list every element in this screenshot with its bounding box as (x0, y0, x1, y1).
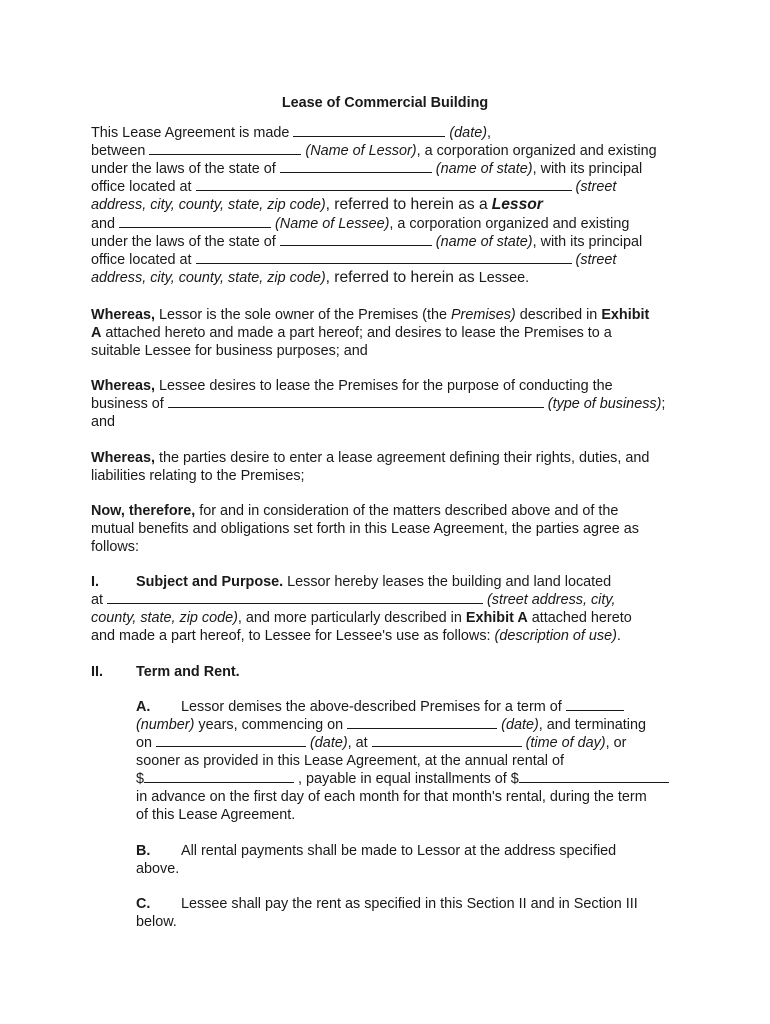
installment-blank[interactable] (519, 770, 669, 783)
premises-address-blank[interactable] (107, 591, 483, 604)
text: , payable in equal installments of $ (298, 771, 519, 787)
clause-a-line: of this Lease Agreement. (136, 807, 296, 823)
whereas-line (91, 324, 612, 342)
placeholder-label: county, state, zip code) (91, 610, 238, 626)
whereas-line (91, 377, 613, 395)
now-therefore-line: follows: (91, 539, 139, 555)
end-date-blank[interactable] (156, 734, 306, 747)
text: , and more particularly described in (237, 610, 462, 626)
defined-term: Premises) (450, 307, 516, 323)
clause-letter: A. (136, 699, 151, 715)
section-1-line (91, 573, 611, 591)
date-blank[interactable] (293, 124, 445, 137)
clause-letter: C. (136, 896, 151, 912)
whereas-line: and (91, 414, 116, 430)
text: office located at (91, 252, 192, 268)
text: , a corporation organized and existing (416, 143, 657, 159)
section-number: I. (91, 574, 99, 590)
text: , (486, 125, 491, 141)
whereas-line (91, 449, 649, 467)
whereas-line: liabilities relating to the Premises; (91, 468, 305, 484)
intro-line (91, 196, 543, 214)
clause-b-line: above. (136, 861, 180, 877)
text: , referred to herein as a (325, 196, 488, 213)
text: years, commencing on (198, 717, 344, 733)
text: described in (519, 307, 598, 323)
placeholder-label: (date) (501, 717, 539, 733)
text: Lessor hereby leases the building and land located (287, 574, 612, 590)
placeholder-label: address, city, county, state, zip code) (91, 270, 326, 286)
text: under the laws of the state of (91, 234, 276, 250)
intro-line (91, 160, 642, 178)
time-of-day-blank[interactable] (372, 734, 522, 747)
clause-a-line: in advance on the first day of each month for that month's rental, during the term (136, 789, 647, 805)
lessee-state-blank[interactable] (280, 233, 432, 246)
term-years-blank[interactable] (566, 698, 624, 711)
intro-line (91, 215, 629, 233)
section-1-line (91, 591, 616, 609)
text: , with its principal (532, 161, 643, 177)
text: office located at (91, 179, 192, 195)
exhibit-ref: A (91, 325, 102, 341)
text: at (91, 592, 104, 608)
lessor-name-blank[interactable] (149, 142, 301, 155)
text: Lessee desires to lease the Premises for the purpose of conducting the (159, 378, 613, 394)
text: All rental payments shall be made to Lessor at the address specified (181, 843, 617, 859)
text: and (91, 216, 116, 232)
intro-line (91, 142, 657, 160)
text: , a corporation organized and existing (389, 216, 630, 232)
placeholder-label: (name of state) (435, 234, 533, 250)
now-therefore-line: mutual benefits and obligations set forth in this Lease Agreement, the parties agree as (91, 521, 639, 537)
text: Lessor is the sole owner of the Premises (the (159, 307, 447, 323)
placeholder-label: (street (575, 252, 617, 268)
intro-line (91, 233, 642, 251)
document-title: Lease of Commercial Building (281, 95, 489, 111)
text: , referred to herein as (325, 269, 475, 286)
placeholder-label: (description of use) (494, 628, 617, 644)
lessor-address-blank[interactable] (196, 178, 572, 191)
whereas-line (91, 395, 665, 413)
section-2-line (91, 663, 240, 681)
text: Lessor demises the above-described Premises for a term of (181, 699, 562, 715)
clause-a-line (136, 734, 626, 752)
placeholder-label: (time of day) (525, 735, 606, 751)
now-therefore-line (91, 502, 618, 520)
party-term: Lessee. (478, 270, 530, 286)
whereas-line (91, 306, 649, 324)
placeholder-label: (street (575, 179, 617, 195)
text: , with its principal (532, 234, 643, 250)
clause-a-line: sooner as provided in this Lease Agreement, at the annual rental of (136, 753, 565, 769)
text: business of (91, 396, 164, 412)
text: . (616, 628, 621, 644)
clause-a-line (136, 716, 646, 734)
intro-line (91, 251, 616, 269)
text: on (136, 735, 153, 751)
whereas-heading: Whereas, (91, 378, 155, 394)
section-1-line (91, 627, 621, 645)
section-number: II. (91, 664, 103, 680)
clause-letter: B. (136, 843, 151, 859)
whereas-heading: Whereas, (91, 450, 155, 466)
section-heading: Term and Rent. (136, 664, 240, 680)
business-type-blank[interactable] (168, 395, 544, 408)
placeholder-label: (number) (136, 717, 195, 733)
text: between (91, 143, 146, 159)
placeholder-label: (type of business) (547, 396, 662, 412)
intro-line (91, 269, 529, 287)
text: for and in consideration of the matters described above and of the (199, 503, 619, 519)
intro-line (91, 124, 491, 142)
start-date-blank[interactable] (347, 716, 497, 729)
clause-c-line (136, 895, 638, 913)
whereas-heading: Whereas, (91, 307, 155, 323)
text: the parties desire to enter a lease agreement defining their rights, duties, and (159, 450, 650, 466)
text: , and terminating (538, 717, 646, 733)
text: ; (661, 396, 666, 412)
placeholder-label: (street address, city, (487, 592, 616, 608)
placeholder-label: (date) (449, 125, 487, 141)
text: This Lease Agreement is made (91, 125, 290, 141)
whereas-line: suitable Lessee for business purposes; and (91, 343, 368, 359)
text: under the laws of the state of (91, 161, 276, 177)
clause-c-line: below. (136, 914, 177, 930)
annual-rent-blank[interactable] (144, 770, 294, 783)
placeholder-label: (Name of Lessor) (305, 143, 417, 159)
clause-a-line (136, 770, 673, 788)
exhibit-ref: Exhibit (601, 307, 650, 323)
now-therefore-heading: Now, therefore, (91, 503, 196, 519)
text: , or (605, 735, 627, 751)
clause-a-line (136, 698, 628, 716)
text: , at (347, 735, 368, 751)
text: Lessee shall pay the rent as specified in this Section II and in Section III (181, 896, 638, 912)
text: attached hereto (531, 610, 632, 626)
exhibit-ref: Exhibit A (465, 610, 528, 626)
text: and made a part hereof, to Lessee for Lessee's use as follows: (91, 628, 491, 644)
lessor-state-blank[interactable] (280, 160, 432, 173)
text: attached hereto and made a part hereof; and desires to lease the Premises to a (105, 325, 612, 341)
text: $ (136, 771, 145, 787)
section-heading: Subject and Purpose. (136, 574, 284, 590)
party-term: Lessor (491, 196, 543, 213)
placeholder-label: address, city, county, state, zip code) (91, 197, 326, 213)
section-1-line (91, 609, 632, 627)
lessee-address-blank[interactable] (196, 251, 572, 264)
placeholder-label: (date) (310, 735, 348, 751)
placeholder-label: (name of state) (435, 161, 533, 177)
placeholder-label: (Name of Lessee) (275, 216, 390, 232)
lessee-name-blank[interactable] (119, 215, 271, 228)
intro-line (91, 178, 616, 196)
clause-b-line (136, 842, 616, 860)
